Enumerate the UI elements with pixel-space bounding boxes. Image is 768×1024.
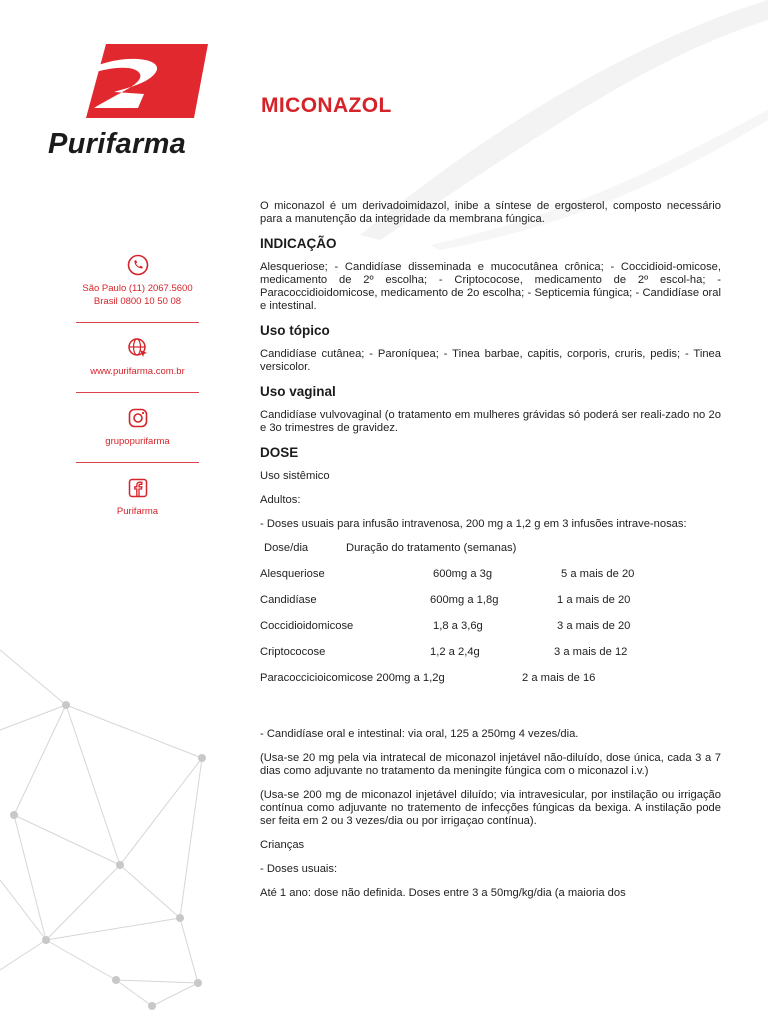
facebook-icon xyxy=(127,477,149,499)
divider xyxy=(76,462,199,463)
table-row xyxy=(260,620,721,646)
instagram-link[interactable]: grupopurifarma xyxy=(105,436,170,447)
table-cell-dose: 600mg a 3g xyxy=(433,568,493,580)
table-cell-name: Paracoccicioicomicose 200mg a 1,2g xyxy=(260,672,445,684)
table-cell-name: Candidíase xyxy=(260,594,317,606)
web-icon xyxy=(127,337,149,359)
instagram-icon xyxy=(127,407,149,429)
topico-paragraph: Candidíase cutânea; - Paroníquea; - Tinea barbae, capitis, corporis, cruris, pedis; - Tinea versicolor. xyxy=(260,348,721,373)
divider xyxy=(76,392,199,393)
table-header-dose: Dose/dia xyxy=(264,542,309,554)
purifarma-logo-icon xyxy=(86,44,208,118)
phone-icon xyxy=(127,254,149,276)
table-cell-weeks: 1 a mais de 20 xyxy=(557,594,631,606)
intratecal-paragraph: (Usa-se 20 mg pela via intratecal de miconazol injetável não-diluído, dose única, cada 3 a 7 dias como adjuvante no tratamento da meningite fúngica com o miconazol i.v.) xyxy=(260,752,721,777)
instagram-contact xyxy=(60,407,215,462)
vaginal-paragraph: Candidíase vulvovaginal (o tratamento em mulheres grávidas só poderá ser reali-zado no 2o e 3o trimestres de gravidez. xyxy=(260,409,721,434)
table-header-duration: Duração do tratamento (semanas) xyxy=(346,542,517,554)
table-cell-weeks: 3 a mais de 12 xyxy=(554,646,628,658)
table-cell-name: Alesqueriose xyxy=(260,568,325,580)
doses-usuais-label: - Doses usuais: xyxy=(260,863,338,875)
topico-heading: Uso tópico xyxy=(260,323,330,338)
contact-sidebar xyxy=(60,254,215,532)
page-title: MICONAZOL xyxy=(261,94,392,117)
dose-table xyxy=(260,542,721,698)
vaginal-heading: Uso vaginal xyxy=(260,384,336,399)
table-header-row xyxy=(260,542,721,568)
table-cell-dose: 600mg a 1,8g xyxy=(430,594,499,606)
phone-contact xyxy=(60,254,215,322)
table-row xyxy=(260,568,721,594)
adultos-label: Adultos: xyxy=(260,494,301,506)
criancas-label: Crianças xyxy=(260,839,305,851)
facebook-link[interactable]: Purifarma xyxy=(116,506,159,517)
document-body xyxy=(260,200,721,911)
table-cell-weeks: 2 a mais de 16 xyxy=(522,672,596,684)
table-row xyxy=(260,646,721,672)
website-link[interactable]: www.purifarma.com.br xyxy=(90,366,185,377)
dose-heading: DOSE xyxy=(260,445,299,460)
table-cell-name: Coccidioidomicose xyxy=(260,620,354,632)
phone-brasil[interactable]: Brasil 0800 10 50 08 xyxy=(93,296,182,307)
table-cell-name: Criptococose xyxy=(260,646,326,658)
intravesicular-paragraph: (Usa-se 200 mg de miconazol injetável diluído; via intravesicular, por instilação ou irrigação contínua como adjuvante no tratemento de infecções fúngicas da bexiga. A instilação pode ser feita em 2 ou 3 vezes/dia ou por irrigaçao contínua). xyxy=(260,789,721,827)
indicacao-heading: INDICAÇÃO xyxy=(260,236,337,251)
table-cell-weeks: 3 a mais de 20 xyxy=(557,620,631,632)
ate1ano-paragraph: Até 1 ano: dose não definida. Doses entre 3 a 50mg/kg/dia (a maioria dos xyxy=(260,887,626,899)
table-cell-dose: 1,2 a 2,4g xyxy=(430,646,480,658)
oral-paragraph: - Candidíase oral e intestinal: via oral, 125 a 250mg 4 vezes/dia. xyxy=(260,728,579,740)
sistemico-label: Uso sistêmico xyxy=(260,470,330,482)
divider xyxy=(76,322,199,323)
phone-sao-paulo[interactable]: São Paulo (11) 2067.5600 xyxy=(82,283,193,294)
table-cell-dose: 1,8 a 3,6g xyxy=(433,620,483,632)
facebook-contact xyxy=(60,477,215,532)
brand-name: Purifarma xyxy=(48,128,187,160)
table-row xyxy=(260,672,721,698)
web-contact xyxy=(60,337,215,392)
table-cell-weeks: 5 a mais de 20 xyxy=(561,568,635,580)
doses-iv-paragraph: - Doses usuais para infusão intravenosa, 200 mg a 1,2 g em 3 infusões intrave-nosas: xyxy=(260,518,687,530)
spacer xyxy=(260,698,721,728)
table-row xyxy=(260,594,721,620)
indicacao-paragraph: Alesqueriose; - Candidíase disseminada e mucocutânea crônica; - Coccidioid-omicose, medicamento de 2º escolha; - Criptococose, medicamento de 2º escol-ha; - Paracoccidioidomicose, medicamento de 2o escolha; - Septicemia fúngica; - Candidíase oral e intestinal. xyxy=(260,261,721,312)
intro-paragraph: O miconazol é um derivadoimidazol, inibe a síntese de ergosterol, composto necessário para a manutenção da integridade da membrana fúngica. xyxy=(260,200,721,225)
network-graphic xyxy=(0,620,230,1024)
